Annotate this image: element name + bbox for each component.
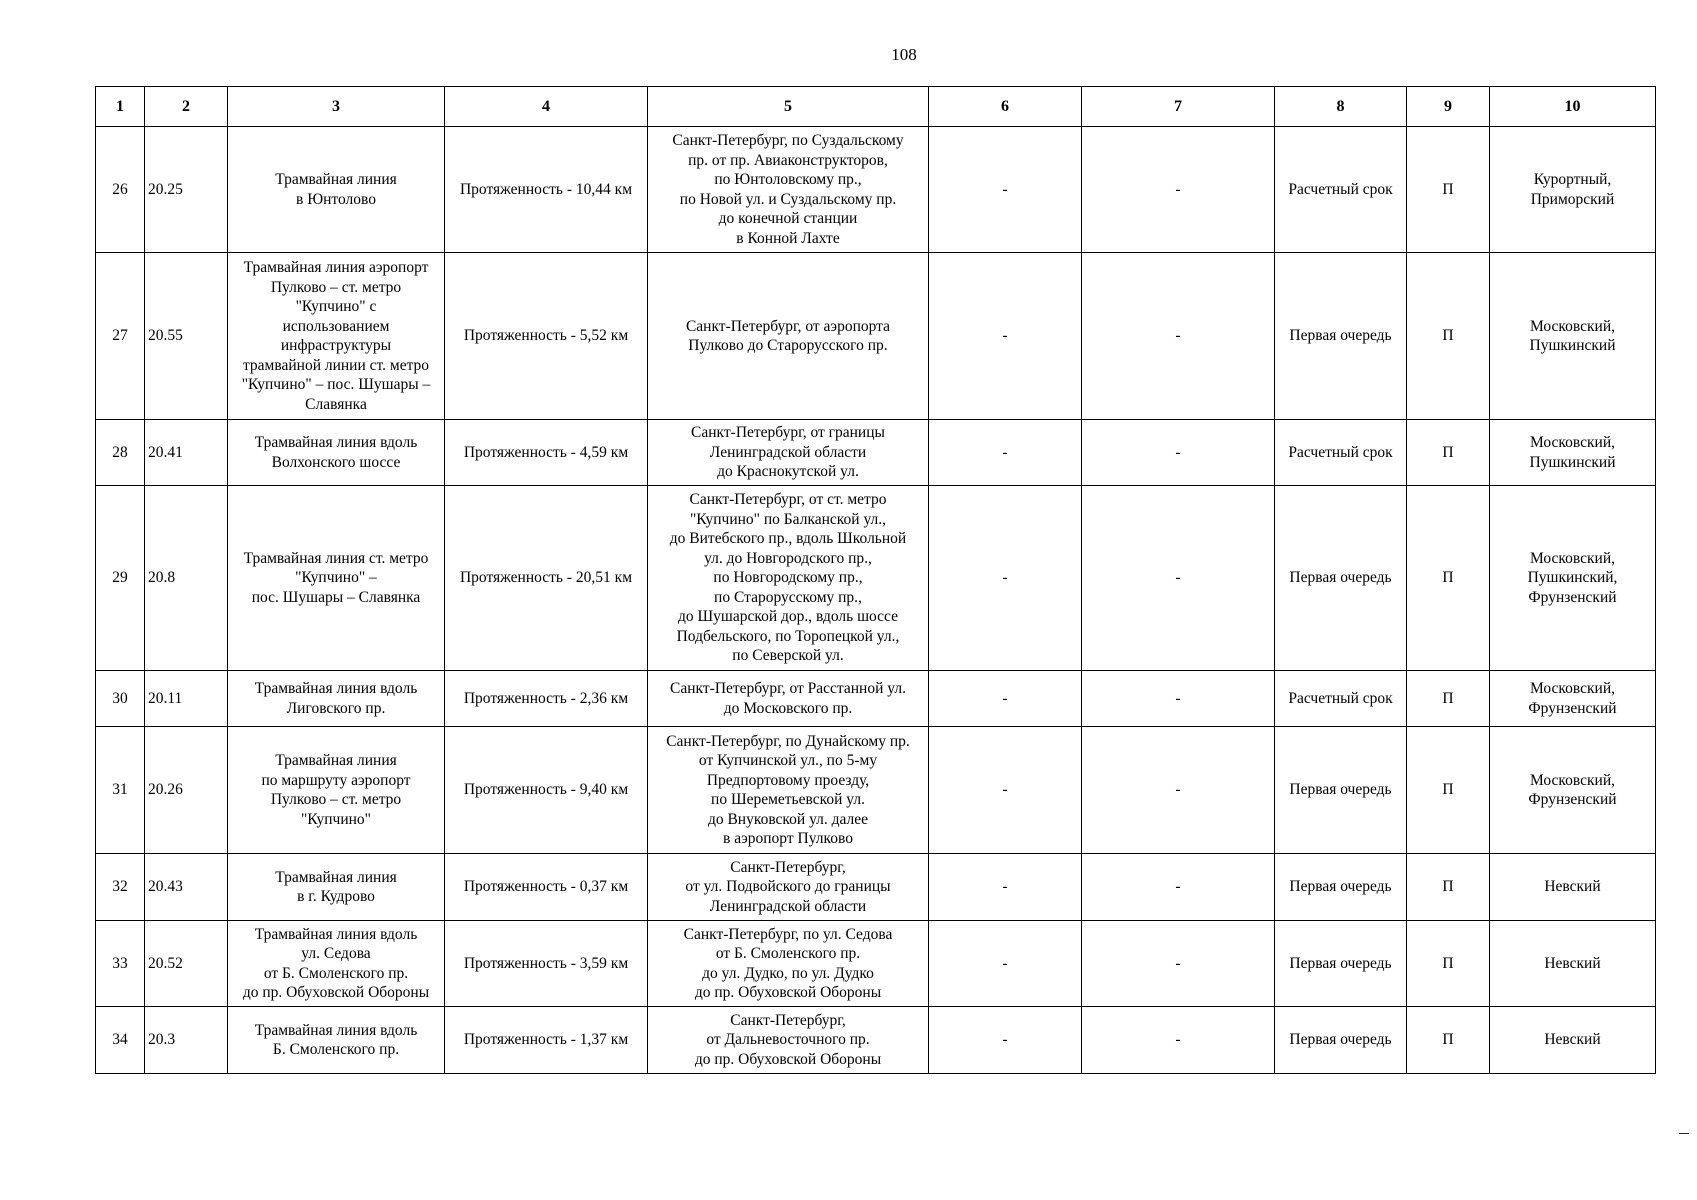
districts-cell-line: Московский, — [1529, 434, 1615, 451]
length-cell: Протяженность - 5,52 км — [445, 253, 648, 420]
object-name-cell-line: Лиговского пр. — [286, 699, 386, 717]
districts-cell — [1490, 854, 1656, 921]
object-name-cell-line: в г. Кудрово — [297, 888, 375, 905]
location-cell-line: Ленинградской области — [709, 443, 867, 461]
term-cell: Первая очередь — [1275, 921, 1407, 1007]
col6-cell: - — [929, 854, 1082, 921]
location-cell-line: Санкт-Петербург, от ст. метро — [689, 491, 887, 509]
table-row — [96, 1007, 1656, 1074]
status-cell: П — [1407, 1007, 1490, 1074]
term-cell: Первая очередь — [1275, 854, 1407, 921]
location-cell-line: Санкт-Петербург, по Дунайскому пр. — [666, 732, 910, 750]
object-name-cell — [228, 727, 445, 854]
location-cell-line: Санкт-Петербург, по Суздальскому — [672, 132, 904, 149]
header-col-6: 6 — [929, 87, 1082, 127]
length-cell: Протяженность - 3,59 км — [445, 921, 648, 1007]
location-cell-line: до ул. Дудко, по ул. Дудко — [702, 964, 874, 982]
districts-cell — [1490, 420, 1656, 486]
status-cell: П — [1407, 253, 1490, 420]
object-name-cell-line: от Б. Смоленского пр. — [263, 964, 409, 982]
header-col-1: 1 — [96, 87, 145, 127]
location-cell-line: от Дальневосточного пр. — [706, 1031, 870, 1049]
location-cell-line: Пулково до Старорусского пр. — [688, 337, 888, 354]
term-cell: Расчетный срок — [1275, 420, 1407, 486]
term-cell: Первая очередь — [1275, 727, 1407, 854]
code-cell: 20.41 — [145, 420, 228, 486]
table-row — [96, 727, 1656, 854]
location-cell-line: в Конной Лахте — [736, 229, 840, 247]
row-number-cell: 29 — [96, 486, 145, 671]
location-cell-line: до Шушарской дор., вдоль шоссе — [678, 608, 898, 626]
location-cell-line: Предпортовому проезду, — [706, 771, 870, 789]
location-cell-line: Ленинградской области — [709, 897, 867, 915]
object-name-cell-line: Трамвайная линия вдоль — [254, 1021, 418, 1039]
districts-cell-line: Фрунзенский — [1528, 791, 1617, 808]
col6-cell: - — [929, 1007, 1082, 1074]
location-cell — [648, 854, 929, 921]
districts-cell-line: Приморский — [1530, 190, 1615, 208]
districts-cell — [1490, 1007, 1656, 1074]
districts-cell-line: Невский — [1544, 1031, 1601, 1049]
object-name-cell-line: "Купчино" – пос. Шушары – — [241, 376, 431, 393]
object-name-cell-line: Б. Смоленского пр. — [272, 1041, 400, 1058]
col6-cell: - — [929, 253, 1082, 420]
col7-cell: - — [1082, 486, 1275, 671]
location-cell-line: по Юнтоловскому пр., — [714, 171, 862, 188]
header-col-10: 10 — [1490, 87, 1656, 127]
object-name-cell-line: Трамвайная линия ст. метро — [243, 549, 429, 567]
districts-cell-line: Фрунзенский — [1528, 699, 1617, 717]
status-cell: П — [1407, 671, 1490, 727]
location-cell — [648, 420, 929, 486]
object-name-cell-line: в Юнтолово — [296, 190, 376, 208]
location-cell-line: Санкт-Петербург, от границы — [691, 424, 885, 442]
object-name-cell-line: трамвайной линии ст. метро — [242, 356, 430, 374]
col7-cell: - — [1082, 1007, 1275, 1074]
header-col-8: 8 — [1275, 87, 1407, 127]
object-name-cell-line: Пулково – ст. метро — [270, 791, 402, 808]
location-cell-line: Санкт-Петербург, — [730, 858, 846, 876]
location-cell-line: от Б. Смоленского пр. — [715, 945, 861, 962]
location-cell — [648, 921, 929, 1007]
object-name-cell — [228, 854, 445, 921]
districts-cell-line: Московский, — [1529, 549, 1615, 567]
object-name-cell-line: "Купчино" — [300, 810, 371, 828]
table-row — [96, 486, 1656, 671]
planning-table — [95, 86, 1656, 1074]
length-cell: Протяженность - 4,59 км — [445, 420, 648, 486]
location-cell — [648, 253, 929, 420]
object-name-cell — [228, 921, 445, 1007]
page-number: 108 — [891, 45, 917, 64]
districts-cell-line: Курортный, — [1533, 171, 1612, 188]
location-cell-line: по Новгородскому пр., — [713, 569, 863, 587]
location-cell-line: Санкт-Петербург, по ул. Седова — [683, 925, 893, 943]
location-cell-line: Подбельского, по Торопецкой ул., — [676, 627, 900, 645]
length-cell: Протяженность - 9,40 км — [445, 727, 648, 854]
code-cell: 20.26 — [145, 727, 228, 854]
location-cell — [648, 486, 929, 671]
col6-cell: - — [929, 486, 1082, 671]
row-number-cell: 31 — [96, 727, 145, 854]
location-cell-line: от ул. Подвойского до границы — [685, 878, 891, 896]
row-number-cell: 26 — [96, 127, 145, 253]
row-number-cell: 32 — [96, 854, 145, 921]
status-cell: П — [1407, 854, 1490, 921]
col7-cell: - — [1082, 127, 1275, 253]
col6-cell: - — [929, 420, 1082, 486]
location-cell — [648, 1007, 929, 1074]
status-cell: П — [1407, 486, 1490, 671]
districts-cell-line: Пушкинский — [1529, 453, 1616, 471]
term-cell: Первая очередь — [1275, 1007, 1407, 1074]
margin-mark — [1679, 1133, 1689, 1134]
table-row — [96, 420, 1656, 486]
location-cell-line: по Шереметьевской ул. — [711, 791, 865, 808]
districts-cell — [1490, 486, 1656, 671]
object-name-cell — [228, 486, 445, 671]
col6-cell: - — [929, 127, 1082, 253]
length-cell: Протяженность - 1,37 км — [445, 1007, 648, 1074]
col6-cell: - — [929, 921, 1082, 1007]
location-cell-line: до Витебского пр., вдоль Школьной — [669, 530, 907, 548]
object-name-cell-line: Трамвайная линия вдоль — [254, 925, 418, 943]
object-name-cell — [228, 127, 445, 253]
location-cell-line: до пр. Обуховской Обороны — [694, 1050, 882, 1068]
object-name-cell-line: Славянка — [305, 395, 367, 413]
object-name-cell-line: до пр. Обуховской Обороны — [242, 984, 430, 1001]
header-col-3: 3 — [228, 87, 445, 127]
object-name-cell-line: "Купчино" – — [295, 569, 377, 587]
code-cell: 20.11 — [145, 671, 228, 727]
term-cell: Первая очередь — [1275, 253, 1407, 420]
length-cell: Протяженность - 20,51 км — [445, 486, 648, 671]
col7-cell: - — [1082, 727, 1275, 854]
districts-cell-line: Московский, — [1529, 680, 1615, 697]
object-name-cell — [228, 671, 445, 727]
object-name-cell-line: Трамвайная линия — [275, 868, 397, 886]
header-col-7: 7 — [1082, 87, 1275, 127]
object-name-cell-line: Трамвайная линия — [275, 171, 397, 188]
object-name-cell — [228, 420, 445, 486]
object-name-cell-line: "Купчино" с — [295, 298, 377, 315]
code-cell: 20.55 — [145, 253, 228, 420]
location-cell-line: по Северской ул. — [732, 647, 844, 665]
object-name-cell-line: ул. Седова — [301, 945, 371, 962]
location-cell-line: до Московского пр. — [723, 699, 853, 717]
col6-cell: - — [929, 727, 1082, 854]
code-cell: 20.52 — [145, 921, 228, 1007]
districts-cell — [1490, 727, 1656, 854]
object-name-cell-line: Трамвайная линия вдоль — [254, 434, 418, 451]
districts-cell-line: Фрунзенский — [1528, 588, 1617, 606]
term-cell: Первая очередь — [1275, 486, 1407, 671]
districts-cell-line: Московский, — [1529, 771, 1615, 789]
object-name-cell-line: Волхонского шоссе — [271, 453, 401, 471]
term-cell: Расчетный срок — [1275, 127, 1407, 253]
location-cell-line: Санкт-Петербург, от Расстанной ул. — [670, 680, 906, 697]
col7-cell: - — [1082, 921, 1275, 1007]
code-cell: 20.25 — [145, 127, 228, 253]
code-cell: 20.8 — [145, 486, 228, 671]
location-cell-line: до Внуковской ул. далее — [707, 810, 869, 828]
row-number-cell: 30 — [96, 671, 145, 727]
header-col-5: 5 — [648, 87, 929, 127]
header-col-2: 2 — [145, 87, 228, 127]
location-cell-line: пр. от пр. Авиаконструкторов, — [688, 151, 888, 169]
col7-cell: - — [1082, 420, 1275, 486]
districts-cell — [1490, 671, 1656, 727]
districts-cell-line: Московский, — [1529, 317, 1615, 335]
object-name-cell-line: Трамвайная линия вдоль — [254, 680, 418, 697]
districts-cell — [1490, 253, 1656, 420]
districts-cell-line: Пушкинский, — [1527, 569, 1618, 587]
object-name-cell-line: по маршруту аэропорт — [261, 771, 411, 789]
length-cell: Протяженность - 2,36 км — [445, 671, 648, 727]
location-cell-line: Санкт-Петербург, — [730, 1011, 846, 1029]
object-name-cell-line: инфраструктуры — [280, 337, 392, 354]
row-number-cell: 28 — [96, 420, 145, 486]
location-cell-line: ул. до Новгородского пр., — [704, 549, 872, 567]
object-name-cell-line: пос. Шушары – Славянка — [251, 588, 421, 606]
location-cell-line: по Старорусскому пр., — [714, 588, 862, 606]
districts-cell-line: Пушкинский — [1529, 337, 1616, 354]
location-cell-line: от Купчинской ул., по 5-му — [698, 752, 878, 769]
object-name-cell-line: Трамвайная линия — [275, 752, 397, 769]
object-name-cell — [228, 253, 445, 420]
object-name-cell — [228, 1007, 445, 1074]
districts-cell — [1490, 921, 1656, 1007]
location-cell-line: в аэропорт Пулково — [723, 830, 853, 847]
status-cell: П — [1407, 921, 1490, 1007]
status-cell: П — [1407, 127, 1490, 253]
object-name-cell-line: использованием — [282, 317, 390, 335]
object-name-cell-line: Пулково – ст. метро — [270, 278, 402, 296]
col7-cell: - — [1082, 854, 1275, 921]
col7-cell: - — [1082, 671, 1275, 727]
location-cell-line: до Краснокутской ул. — [717, 463, 859, 481]
districts-cell-line: Невский — [1544, 954, 1601, 972]
table-row — [96, 854, 1656, 921]
location-cell — [648, 671, 929, 727]
location-cell — [648, 127, 929, 253]
status-cell: П — [1407, 420, 1490, 486]
table-row — [96, 253, 1656, 420]
table-header-row — [96, 87, 1656, 127]
districts-cell — [1490, 127, 1656, 253]
row-number-cell: 27 — [96, 253, 145, 420]
row-number-cell: 33 — [96, 921, 145, 1007]
table-row — [96, 127, 1656, 253]
location-cell-line: "Купчино" по Балканской ул., — [689, 510, 887, 528]
table-row — [96, 921, 1656, 1007]
location-cell-line: Санкт-Петербург, от аэропорта — [685, 317, 891, 335]
status-cell: П — [1407, 727, 1490, 854]
header-col-4: 4 — [445, 87, 648, 127]
location-cell — [648, 727, 929, 854]
header-col-9: 9 — [1407, 87, 1490, 127]
row-number-cell: 34 — [96, 1007, 145, 1074]
length-cell: Протяженность - 10,44 км — [445, 127, 648, 253]
col7-cell: - — [1082, 253, 1275, 420]
location-cell-line: по Новой ул. и Суздальскому пр. — [679, 190, 897, 208]
districts-cell-line: Невский — [1544, 878, 1601, 896]
table-row — [96, 671, 1656, 727]
location-cell-line: до конечной станции — [718, 210, 858, 227]
code-cell: 20.43 — [145, 854, 228, 921]
length-cell: Протяженность - 0,37 км — [445, 854, 648, 921]
col6-cell: - — [929, 671, 1082, 727]
object-name-cell-line: Трамвайная линия аэропорт — [243, 259, 429, 276]
code-cell: 20.3 — [145, 1007, 228, 1074]
term-cell: Расчетный срок — [1275, 671, 1407, 727]
location-cell-line: до пр. Обуховской Обороны — [694, 984, 882, 1001]
